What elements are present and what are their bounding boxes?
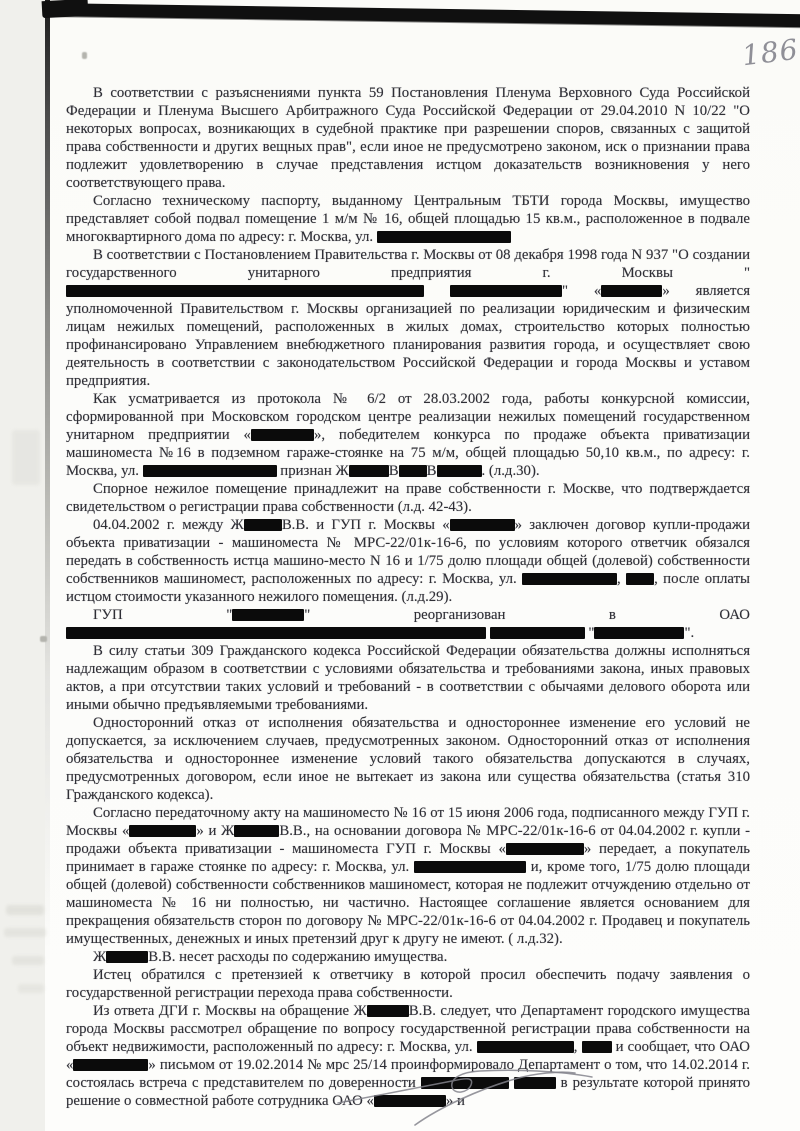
text-segment: В соответствии с Постановлением Правительства г. Москвы от 08 декабря 1998 года N 937 "О создании государственного унитарного предприятия г. Москвы " [66,247,750,281]
text-segment: В.В. и ГУП г. Москвы « [281,517,450,533]
text-segment: В [426,463,437,479]
text-segment: 04.04.2002 г. между Ж [93,517,244,533]
text-segment: В силу статьи 309 Гражданского кодекса Российской Федерации обязательства должны исполняться надлежащим образом в соответствии с условиями обязательства и требованиями закона, иных правовых актов, а при отсутствии таких условий и требований - в соответствии с обычаями делового оборота или иными обычно предъявляемыми требованиями. [66,643,750,713]
paper-edge-shadow [45,0,50,1131]
text-segment: В.В., на основании договора № МРС-22/01к-16-6 от 04.04.2002 г. купли - продажи объекта приватизации - машиноместа ГУП г. Москвы « [66,823,750,857]
redaction-bar [232,609,304,621]
text-segment: В.В. несет расходы по содержанию имущества. [148,949,448,965]
redaction-bar [66,627,486,639]
redaction-bar [244,519,282,531]
text-segment: ". [684,625,695,641]
text-segment: », победителем конкурса по продаже объекта приватизации машиноместа №16 в подземном гараже-стоянке на 75 м/м, общей площадью 50,10 кв.м., по адресу: г. Москва, ул. [66,427,750,479]
redaction-bar [414,861,526,873]
paragraph [66,192,750,246]
paragraph [66,480,750,516]
text-segment: Ж [93,949,107,965]
text-segment: " реорганизован в ОАО [304,607,750,623]
redaction-bar [437,465,482,477]
redaction-bar [450,519,515,531]
text-segment: , [617,571,627,587]
handwritten-page-number: 186 [740,32,800,73]
text-segment: Как усматривается из протокола № 6/2 от 28.03.2002 года, работы конкурсной комиссии, сформированной при Московском городском центре реализации нежилых помещений государственном унитарном предприятии « [66,391,750,443]
scan-smudge [18,984,44,993]
text-segment: Согласно передаточному акту на машиноместо № 16 от 15 июня 2006 года, подписанного между ГУП г. Москвы « [66,805,750,839]
text-segment: В [388,463,399,479]
redaction-bar [129,825,196,837]
text-segment: Спорное нежилое помещение принадлежит на праве собственности г. Москве, что подтверждается свидетельством о регистрации права собственности (л.д. 42-43). [66,481,750,515]
text-segment: Согласно техническому паспорту, выданному Центральным ТБТИ города Москвы, имущество представляет собой подвал помещение 1 м/м № 16, общей площадью 15 кв.м., расположенное в подвале многоквартирного дома по адресу: г. Москва, ул. [66,193,750,245]
redaction-bar [251,429,314,441]
text-segment: » заключен договор купли-продажи объекта приватизации - машиноместа № МРС-22/01к-16-6, по условиям которого ответчик обязался передать в собственность истца машино-место N 16 и 1/75 долю площади общей (долевой) собственности собственников машиномест, расположенных по адресу: г. Москва, ул. [66,517,750,587]
redaction-bar [626,573,654,585]
paragraph [66,606,750,642]
text-segment: » и Ж [196,823,235,839]
text-segment: Истец обратился с претензией к ответчику в которой просил обеспечить подачу заявления о государственной регистрации перехода права собственности. [66,967,750,1001]
paragraph [66,714,750,804]
document-text [66,84,750,1110]
redaction-bar [73,1059,148,1071]
redaction-bar [106,951,148,963]
text-segment: » и [445,1093,465,1109]
text-segment [424,283,450,299]
scan-smudge [12,956,44,965]
text-segment: Из ответа ДГИ г. Москвы на обращение Ж [93,1003,367,1019]
text-segment: в результате которой принято решение о совместной работе сотрудника ОАО « [66,1075,750,1109]
redaction-bar [234,825,279,837]
paragraph [66,246,750,390]
redaction-bar [450,285,562,297]
paragraph [66,948,750,966]
paragraph [66,804,750,948]
text-segment: " [584,625,595,641]
text-segment: признан Ж [276,463,349,479]
scan-speck [40,636,47,642]
paragraph [66,642,750,714]
redaction-bar [506,843,584,855]
text-segment: Односторонний отказ от исполнения обязательства и одностороннее изменение его условий не допускается, за исключением случаев, предусмотренных законом. Односторонний отказ от исполнения обязательства и одностороннее изменение условий такого обязательства допускаются в случаях, предусмотренных договором, если иное не вытекает из закона или существа обязательства (статья 310 Гражданского кодекса). [66,715,750,803]
redaction-bar [490,627,585,639]
text-segment: В соответствии с разъяснениями пункта 59 Постановления Пленума Верховного Суда Российской Федерации и Пленума Высшего Арбитражного Суда Российской Федерации от 29.04.2010 N 10/22 "О некоторых вопросах, возникающих в судебной практике при разрешении споров, связанных с защитой права собственности и других вещных прав", если иное не предусмотрено законом, иск о признании права подлежит удовлетворению в случае представления истцом доказательств возникновения у него соответствующего права. [66,85,750,191]
redaction-bar [367,1005,409,1017]
text-segment: , после оплаты истцом стоимости указанного нежилого помещения. (л.д.29). [66,571,751,605]
redaction-bar [399,465,427,477]
redaction-bar [66,285,424,297]
redaction-bar [522,573,617,585]
text-segment: » письмом от 19.02.2014 № мрс 25/14 проинформировало Департамент о том, что 14.02.2014 г. состоялась встреча с представителем по доверенности [66,1057,750,1091]
scan-speck [82,52,87,59]
text-segment: " « [561,283,602,299]
redaction-bar [377,231,511,243]
paragraph [66,390,750,480]
text-segment: и сообщает, что ОАО « [66,1039,750,1073]
text-segment: , [573,1039,582,1055]
redaction-bar [601,285,662,297]
signature [330,1045,660,1131]
paragraph [66,516,750,606]
text-segment: ГУП " [93,607,233,623]
scan-smudge [4,928,46,937]
text-segment: . (л.д.30). [481,463,540,479]
paragraph [66,966,750,1002]
text-segment: » является уполномоченной Правительством г. Москвы организацией по реализации юридическим и физическим лицам нежилых помещений, расположенных в жилых домах, строительство которых полностью профинансировано Управлением внебюджетного планирования развития города, и осуществляет свою деятельность в соответствии с законодательством Российской Федерации и города Москвы и уставом предприятия. [66,283,751,389]
text-segment: и, кроме того, 1/75 долю площади общей (долевой) собственности собственников машиномест, которая не подлежит отчуждению отдельно от машиноместа № 16 ни полностью, ни частично. Настоящее соглашение является основанием для прекращения обязательств сторон по договору № МРС-22/01к-16-6 от 04.04.2002 г. Продавец и покупатель имущественных, денежных и иных претензий друг к другу не имеют. ( л.д.32). [66,859,750,947]
scanner-edge-corner [42,0,89,18]
redaction-bar [594,627,684,639]
scan-smudge [6,905,44,915]
scan-smudge [12,430,40,485]
paragraph [66,84,750,192]
redaction-bar [349,465,389,477]
redaction-bar [143,465,277,477]
text-segment: » передает, а покупатель принимает в гараже стоянке по адресу: г. Москва, ул. [66,841,750,875]
text-segment: В.В. следует, что Департамент городского имущества города Москвы рассмотрел обращение по вопросу государственной регистрации права собственности на объект недвижимости, расположенный по адресу: г. Москва, ул. [66,1003,750,1055]
